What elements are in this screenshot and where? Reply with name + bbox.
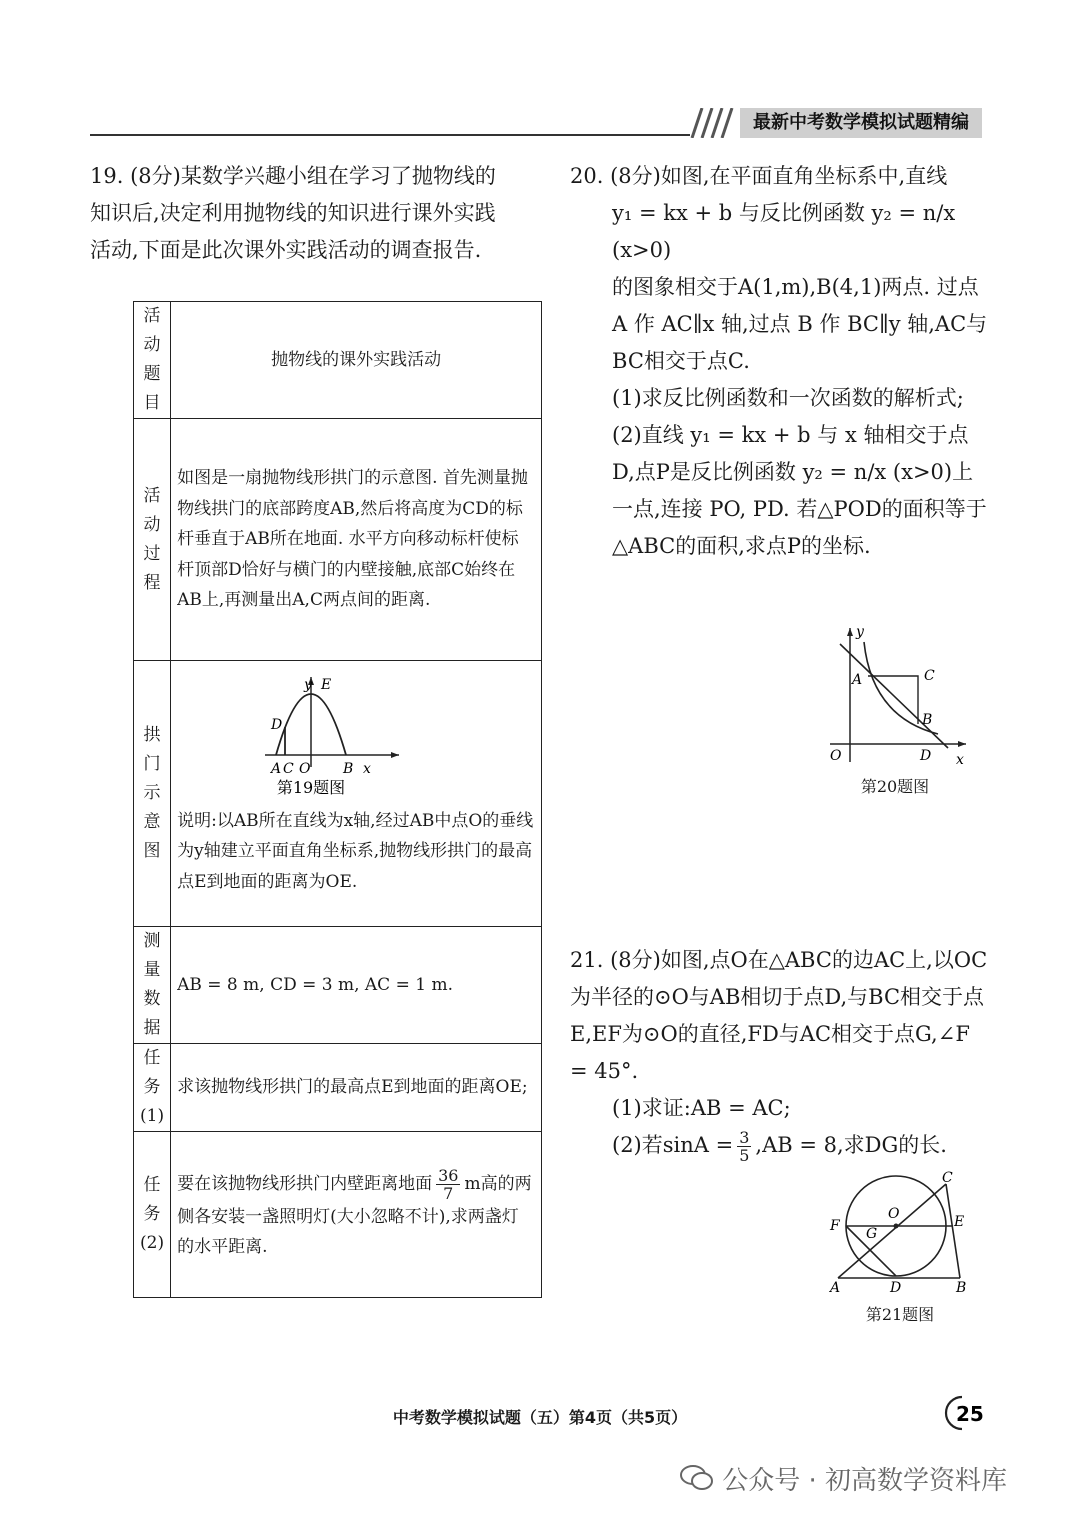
table-row bbox=[134, 302, 542, 419]
q21-caption: 第21题图 bbox=[865, 1305, 935, 1324]
header-stripes-icon bbox=[688, 108, 740, 138]
q21-part1: (1)求证:AB = AC; bbox=[612, 1096, 791, 1120]
frac-denominator: 5 bbox=[739, 1146, 750, 1165]
question-21 bbox=[570, 942, 990, 1164]
frac-numerator: 36 bbox=[438, 1165, 459, 1185]
row-label: 活动 题目 bbox=[134, 302, 171, 419]
fig19-label-B: B bbox=[343, 761, 354, 777]
fig21-label-C: C bbox=[942, 1170, 953, 1186]
q21-circle-figure bbox=[820, 1170, 980, 1295]
header-rule bbox=[90, 134, 690, 136]
question-20 bbox=[570, 158, 990, 565]
row-content: 说明:以AB所在直线为x轴,经过AB中点O的垂线为y轴建立平面直角坐标系,抛物线形拱门的最高点E到地面的距离为OE. bbox=[177, 810, 534, 892]
fig20-label-B: B bbox=[922, 712, 933, 728]
fig21-label-A: A bbox=[830, 1280, 841, 1295]
page-footer: 中考数学模拟试题（五）第4页（共5页） bbox=[392, 1408, 688, 1427]
q21-score: (8分) bbox=[610, 948, 661, 972]
question-19 bbox=[90, 158, 510, 269]
q20-coordinate-figure bbox=[820, 622, 970, 772]
table-row bbox=[134, 927, 542, 1044]
q21-part2-a: (2)若sinA = bbox=[612, 1133, 734, 1157]
table-row bbox=[134, 1044, 542, 1132]
wechat-icon bbox=[680, 1464, 714, 1499]
fig20-label-C: C bbox=[924, 668, 935, 684]
task2-text-a: 要在该抛物线形拱门内壁距离地面 bbox=[177, 1173, 433, 1194]
q20-line3: 的图象相交于A(1,m),B(4,1)两点. 过点 A 作 AC∥x 轴,过点 B 作 BC∥y 轴,AC与BC相交于点C. bbox=[612, 275, 988, 373]
fig19-label-E: E bbox=[321, 677, 332, 693]
fig19-label-y: y bbox=[304, 677, 313, 693]
frac-denominator: 7 bbox=[443, 1183, 454, 1203]
fig21-label-F: F bbox=[830, 1218, 840, 1234]
q20-line2: y₁ = kx + b 与反比例函数 y₂ = n/x (x>0) bbox=[612, 201, 956, 262]
table-row bbox=[134, 419, 542, 661]
q21-part2 bbox=[570, 1127, 990, 1164]
q20-part1: (1)求反比例函数和一次函数的解析式; bbox=[612, 386, 964, 410]
fig21-label-E: E bbox=[954, 1214, 965, 1230]
q20-number: 20. bbox=[570, 164, 604, 188]
q19-parabola-figure bbox=[177, 667, 535, 795]
page-number bbox=[940, 1393, 990, 1433]
fig21-label-O: O bbox=[888, 1206, 900, 1222]
page-number-swirl-icon bbox=[940, 1393, 990, 1433]
q21-text: 如图,点O在△ABC的边AC上,以OC为半径的⊙O与AB相切于点D,与BC相交于点E,EF为⊙O的直径,FD与AC相交于点G,∠F = 45°. bbox=[570, 948, 988, 1083]
fraction-3-5 bbox=[737, 1129, 751, 1164]
row-content: 如图是一扇抛物线形拱门的示意图. 首先测量抛物线拱门的底部跨度AB,然后将高度为CD的标杆垂直于AB所在地面. 水平方向移动标杆使标杆顶部D恰好与横门的内壁接触,底部C始终在AB上,再测量出A,C两点间的距离. bbox=[171, 419, 542, 661]
q19-report-table bbox=[133, 301, 542, 1298]
task2-text-b: m高的两侧各安装一盏照明灯(大小忽略不计),求两盏灯的水平距离. bbox=[177, 1173, 532, 1257]
fig21-label-B: B bbox=[956, 1280, 967, 1295]
fig20-label-D: D bbox=[920, 748, 932, 764]
page-number-text: 25 bbox=[956, 1402, 984, 1426]
fig19-caption: 第19题图 bbox=[276, 778, 346, 795]
frac-numerator: 3 bbox=[739, 1128, 750, 1147]
table-row bbox=[134, 661, 542, 927]
header-title: 最新中考数学模拟试题精编 bbox=[740, 108, 982, 138]
fig21-label-G: G bbox=[866, 1226, 878, 1242]
q19-number: 19. bbox=[90, 164, 124, 188]
watermark-text: 公众号 · 初高数学资料库 bbox=[722, 1466, 1008, 1496]
fig19-label-O: O bbox=[299, 761, 311, 777]
fig21-label-D: D bbox=[890, 1280, 902, 1295]
row-content-figure bbox=[171, 661, 542, 927]
fig20-label-A: A bbox=[852, 672, 863, 688]
row-label: 任务 (2) bbox=[134, 1132, 171, 1298]
row-label: 拱门 示意图 bbox=[134, 661, 171, 927]
fig20-label-x: x bbox=[956, 752, 964, 768]
q20-caption: 第20题图 bbox=[860, 777, 930, 796]
q20-line1: 如图,在平面直角坐标系中,直线 bbox=[660, 164, 948, 188]
row-label: 测量 数据 bbox=[134, 927, 171, 1044]
row-label: 活动 过程 bbox=[134, 419, 171, 661]
row-content: AB = 8 m, CD = 3 m, AC = 1 m. bbox=[171, 927, 542, 1044]
fraction-36-7 bbox=[436, 1167, 460, 1202]
table-row bbox=[134, 1132, 542, 1298]
row-content bbox=[171, 1132, 542, 1298]
q20-score: (8分) bbox=[610, 164, 661, 188]
q21-part2-b: ,AB = 8,求DG的长. bbox=[755, 1133, 947, 1157]
fig20-label-O: O bbox=[830, 748, 842, 764]
q19-score: (8分) bbox=[130, 164, 181, 188]
row-label: 任务 (1) bbox=[134, 1044, 171, 1132]
fig19-label-x: x bbox=[363, 761, 371, 777]
fig19-label-D: D bbox=[271, 717, 283, 733]
fig20-label-y: y bbox=[856, 624, 864, 640]
watermark bbox=[680, 1460, 1007, 1499]
q19-intro: 某数学兴趣小组在学习了抛物线的知识后,决定利用抛物线的知识进行课外实践活动,下面是此次课外实践活动的调查报告. bbox=[90, 164, 496, 262]
fig19-label-A: A bbox=[271, 761, 282, 777]
q21-number: 21. bbox=[570, 948, 604, 972]
fig19-label-C: C bbox=[283, 761, 294, 777]
row-content: 求该抛物线形拱门的最高点E到地面的距离OE; bbox=[171, 1044, 542, 1132]
row-content: 抛物线的课外实践活动 bbox=[171, 302, 542, 419]
q20-part2: (2)直线 y₁ = kx + b 与 x 轴相交于点D,点P是反比例函数 y₂ = n/x (x>0)上一点,连接 PO, PD. 若△POD的面积等于△ABC的面积,求点P的坐标. bbox=[612, 423, 987, 558]
